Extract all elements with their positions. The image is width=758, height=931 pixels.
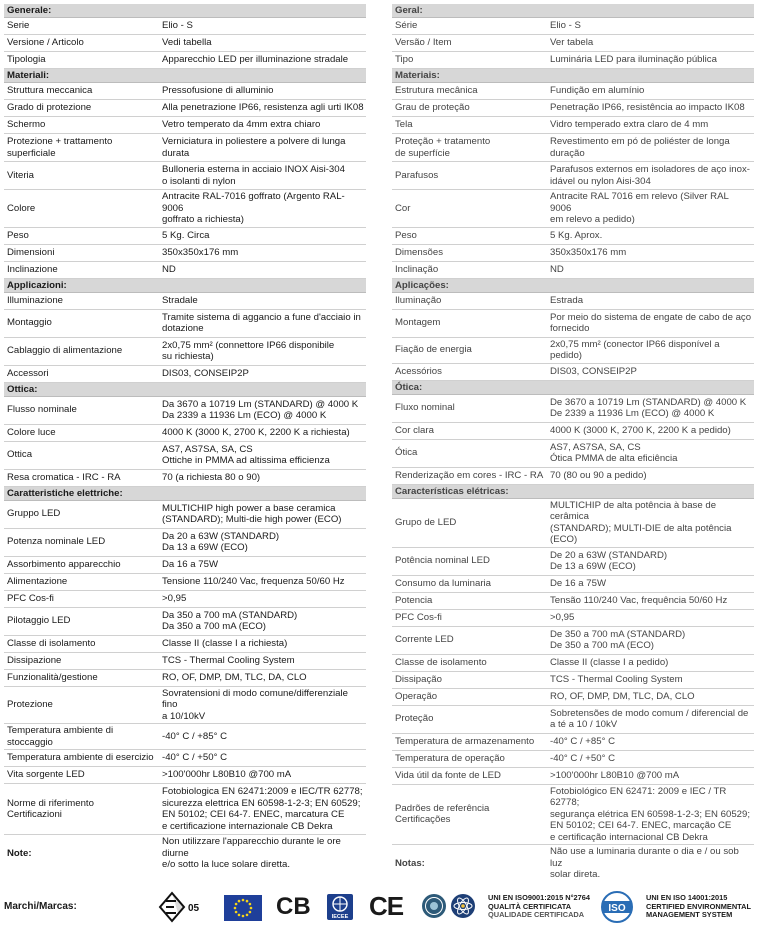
spec-value: Vidro temperado extra claro de 4 mm xyxy=(550,119,709,131)
spec-label: Funzionalità/gestione xyxy=(7,671,98,683)
spec-row xyxy=(392,734,754,751)
spec-row xyxy=(4,52,366,69)
spec-label: Fluxo nominal xyxy=(395,402,455,414)
spec-row xyxy=(4,293,366,310)
notes-value: Non utilizzare l'apparecchio durante le ore diurne e/o sotto la luce solare diretta. xyxy=(162,836,341,870)
spec-value: TCS - Thermal Cooling System xyxy=(162,654,295,666)
spec-label: Dissipazione xyxy=(7,654,62,666)
spec-label: Classe de isolamento xyxy=(395,656,487,668)
spec-label: Operação xyxy=(395,690,438,702)
ce-mark: CE xyxy=(369,891,404,921)
spec-row xyxy=(392,117,754,134)
spec-row xyxy=(4,162,366,190)
spec-label: Dissipação xyxy=(395,673,442,685)
section-header: Aplicações: xyxy=(392,279,754,293)
notes-value: Não use a luminaria durante o dia e / ou sob luz solar direta. xyxy=(550,846,739,880)
spec-label: Classe di isolamento xyxy=(7,637,96,649)
spec-value: Alla penetrazione IP66, resistenza agli urti IK08 xyxy=(162,102,364,114)
spec-value: DIS03, CONSEIP2P xyxy=(550,365,637,377)
spec-value: 70 (a richiesta 80 o 90) xyxy=(162,471,261,483)
spec-label: Vida útil da fonte de LED xyxy=(395,769,501,781)
spec-row xyxy=(4,425,366,442)
spec-row xyxy=(392,672,754,689)
spec-value: >100'000hr L80B10 @700 mA xyxy=(550,769,680,781)
spec-label: Montaggio xyxy=(7,317,52,329)
spec-label: Colore xyxy=(7,202,36,214)
iso14001-line-1: UNI EN ISO 14001:2015 xyxy=(646,893,728,902)
spec-row xyxy=(4,190,366,228)
spec-label: Colore luce xyxy=(7,426,56,438)
spec-label: Proteção xyxy=(395,713,434,725)
spec-row xyxy=(392,293,754,310)
enec-mark-icon xyxy=(158,891,208,923)
spec-value: Luminária LED para iluminação pública xyxy=(550,54,717,66)
spec-row xyxy=(4,100,366,117)
iso14001-certification xyxy=(646,894,751,920)
spec-label: Temperatura ambiente di stoccaggio xyxy=(7,725,114,748)
spec-value: 5 Kg. Circa xyxy=(162,229,210,241)
spec-table-italian xyxy=(4,4,366,872)
spec-value: Elio - S xyxy=(162,20,193,32)
spec-label: Potência nominal LED xyxy=(395,555,490,567)
section-header: Applicazioni: xyxy=(4,279,366,293)
spec-label: Inclinação xyxy=(395,263,439,275)
spec-label: Iluminação xyxy=(395,294,442,306)
section-header: Materiais: xyxy=(392,69,754,83)
spec-value: Vetro temperato da 4mm extra chiaro xyxy=(162,119,321,131)
spec-label: Protezione + trattamento superficiale xyxy=(7,136,113,159)
spec-row xyxy=(392,52,754,69)
iso14001-line-3: MANAGEMENT SYSTEM xyxy=(646,910,733,920)
spec-label: Pilotaggio LED xyxy=(7,615,71,627)
spec-row xyxy=(4,117,366,134)
spec-value: Sovratensioni di modo comune/differenziale fino a 10/10kV xyxy=(162,687,348,722)
spec-row xyxy=(4,767,366,784)
spec-value: -40° C / +85° C xyxy=(162,730,227,742)
spec-row xyxy=(392,593,754,610)
spec-value: Estrada xyxy=(550,294,584,306)
spec-row xyxy=(392,100,754,117)
spec-label: Illuminazione xyxy=(7,294,63,306)
iecee-text: IECEE xyxy=(331,914,349,920)
spec-label: Norme di riferimento Certificazioni xyxy=(7,797,94,820)
spec-row xyxy=(4,724,366,750)
spec-value: Pressofusione di alluminio xyxy=(162,85,274,97)
spec-value: AS7, AS7SA, SA, CS Ottiche in PMMA ad altissima efficienza xyxy=(162,443,330,466)
spec-label: Ottica xyxy=(7,449,33,461)
spec-value: Ver tabela xyxy=(550,37,594,49)
spec-label: Parafusos xyxy=(395,169,439,181)
spec-value: >100'000hr L80B10 @700 mA xyxy=(162,769,292,781)
spec-value: >0,95 xyxy=(550,611,575,623)
spec-value: >0,95 xyxy=(162,592,187,604)
spec-value: Classe II (classe I a pedido) xyxy=(550,656,669,668)
spec-label: Potenza nominale LED xyxy=(7,536,106,548)
spec-label: Estrutura mecânica xyxy=(395,85,478,97)
spec-value: -40° C / +85° C xyxy=(550,735,615,747)
spec-row xyxy=(4,366,366,383)
notes-row xyxy=(4,835,366,872)
cb-mark: CB xyxy=(276,893,311,920)
spec-value: 350x350x176 mm xyxy=(162,246,239,258)
spec-row xyxy=(4,35,366,52)
spec-value: 350x350x176 mm xyxy=(550,246,627,258)
spec-row xyxy=(4,134,366,162)
spec-label: Flusso nominale xyxy=(7,404,77,416)
spec-value: De 3670 a 10719 Lm (STANDARD) @ 4000 K De 2339 a 11936 Lm (ECO) @ 4000 K xyxy=(550,396,747,419)
spec-label: Montagem xyxy=(395,317,441,329)
spec-value: Tensão 110/240 Vac, frequência 50/60 Hz xyxy=(550,594,728,606)
spec-value: Da 16 a 75W xyxy=(162,558,218,570)
quality-seal-icon xyxy=(421,893,447,919)
spec-value: AS7, AS7SA, SA, CS Ótica PMMA de alta eficiência xyxy=(550,441,678,464)
spec-value: Fotobiologica EN 62471:2009 e IEC/TR 62778; sicurezza elettrica EN 60598-1-2-3; EN 60529; EN 50102; CEI 64-7. ENEC, marcatura CE e certificazione internazionale CB Dekra xyxy=(162,786,363,832)
spec-row xyxy=(392,548,754,576)
spec-row xyxy=(392,310,754,338)
spec-value: Por meio do sistema de engate de cabo de aço fornecido xyxy=(550,311,752,334)
spec-label: Viteria xyxy=(7,169,35,181)
spec-value: Fundição em alumínio xyxy=(550,85,645,97)
spec-value: Apparecchio LED per illuminazione stradale xyxy=(162,54,349,66)
iso14001-line-2: CERTIFIED ENVIRONMENTAL xyxy=(646,901,751,911)
spec-row xyxy=(392,35,754,52)
spec-value: Tensione 110/240 Vac, frequenza 50/60 Hz xyxy=(162,575,345,587)
section-header: Geral: xyxy=(392,4,754,18)
notes-row xyxy=(392,845,754,882)
spec-row xyxy=(392,627,754,655)
spec-label: Temperatura de armazenamento xyxy=(395,735,535,747)
spec-row xyxy=(4,501,366,529)
iso9001-line-2: QUALITÀ CERTIFICATA xyxy=(488,901,572,911)
section-header: Generale: xyxy=(4,4,366,18)
spec-value: Revestimento em pó de poliéster de longa duração xyxy=(550,136,730,159)
spec-row xyxy=(4,245,366,262)
spec-row xyxy=(4,310,366,338)
spec-row xyxy=(4,636,366,653)
spec-row xyxy=(392,440,754,468)
spec-row xyxy=(392,83,754,100)
spec-row xyxy=(4,687,366,725)
spec-label: Versione / Articolo xyxy=(7,37,84,49)
spec-value: 4000 K (3000 K, 2700 K, 2200 K a richiesta) xyxy=(162,426,350,438)
spec-value: RO, OF, DMP, DM, TLC, DA, CLO xyxy=(550,690,695,702)
spec-label: Dimensões xyxy=(395,246,443,258)
spec-row xyxy=(392,338,754,364)
spec-value: 5 Kg. Aprox. xyxy=(550,229,603,241)
spec-row xyxy=(392,262,754,279)
spec-label: Dimensioni xyxy=(7,246,55,258)
spec-label: Temperatura de operação xyxy=(395,752,505,764)
spec-label: Tela xyxy=(395,119,413,131)
spec-label: Acessórios xyxy=(395,365,442,377)
spec-value: TCS - Thermal Cooling System xyxy=(550,673,683,685)
spec-label: Struttura meccanica xyxy=(7,85,93,97)
spec-value: -40° C / +50° C xyxy=(162,752,227,764)
spec-row xyxy=(392,689,754,706)
spec-value: ND xyxy=(550,263,564,275)
spec-row xyxy=(4,228,366,245)
iso9001-certification xyxy=(488,894,590,920)
spec-row xyxy=(4,608,366,636)
spec-value: Fotobiológico EN 62471: 2009 e IEC / TR 62778; segurança elétrica EN 60598-1-2-3; EN 60529; EN 50102; CEI 64-7. ENEC, marcação CE e certificação internacional CB Dekra xyxy=(550,785,750,843)
spec-label: PFC Cos-fi xyxy=(395,611,442,623)
spec-value: De 16 a 75W xyxy=(550,577,606,589)
spec-label: Grupo de LED xyxy=(395,516,457,528)
spec-value: 4000 K (3000 K, 2700 K, 2200 K a pedido) xyxy=(550,424,731,436)
spec-row xyxy=(392,768,754,785)
brands-label: Marchi/Marcas: xyxy=(4,901,77,912)
spec-row xyxy=(392,134,754,162)
spec-row xyxy=(4,557,366,574)
spec-label: Grau de proteção xyxy=(395,102,470,114)
spec-row xyxy=(392,18,754,35)
spec-label: Assorbimento apparecchio xyxy=(7,558,121,570)
spec-label: Resa cromatica - IRC - RA xyxy=(7,471,121,483)
section-header: Materiali: xyxy=(4,69,366,83)
spec-row xyxy=(4,397,366,425)
spec-value: Da 20 a 63W (STANDARD) Da 13 a 69W (ECO) xyxy=(162,530,280,553)
spec-label: Vita sorgente LED xyxy=(7,769,85,781)
notes-label: Notas: xyxy=(395,857,425,869)
spec-value: Sobretensões de modo comum / diferencial de a té a 10 / 10kV xyxy=(550,707,749,730)
spec-row xyxy=(4,262,366,279)
spec-label: Cablaggio di alimentazione xyxy=(7,345,123,357)
spec-value: DIS03, CONSEIP2P xyxy=(162,367,249,379)
spec-label: Gruppo LED xyxy=(7,508,61,520)
spec-value: De 20 a 63W (STANDARD) De 13 a 69W (ECO) xyxy=(550,549,668,572)
spec-row xyxy=(4,591,366,608)
atom-seal-icon xyxy=(450,893,476,919)
brands-footer xyxy=(0,885,758,929)
spec-table-portuguese xyxy=(392,4,754,882)
spec-value: 2x0,75 mm² (conector IP66 disponível a pedido) xyxy=(550,338,720,361)
spec-label: Proteção + tratamento de superfície xyxy=(395,136,491,159)
spec-label: Consumo da luminaria xyxy=(395,577,491,589)
spec-value: De 350 a 700 mA (STANDARD) De 350 a 700 mA (ECO) xyxy=(550,628,686,651)
spec-row xyxy=(4,338,366,366)
spec-row xyxy=(392,751,754,768)
section-header: Caratteristiche elettriche: xyxy=(4,487,366,501)
spec-label: Série xyxy=(395,20,418,32)
spec-label: Inclinazione xyxy=(7,263,58,275)
spec-value: Tramite sistema di aggancio a fune d'acciaio in dotazione xyxy=(162,311,361,334)
spec-label: Cor xyxy=(395,202,411,214)
eu-flag-icon xyxy=(224,895,262,921)
spec-label: Corrente LED xyxy=(395,634,454,646)
spec-row xyxy=(392,610,754,627)
iso-text: ISO xyxy=(608,903,626,914)
spec-value: Parafusos externos em isoladores de aço inox- idável ou nylon Aisi-304 xyxy=(550,164,750,187)
spec-row xyxy=(392,785,754,846)
spec-value: Penetração IP66, resistência ao impacto IK08 xyxy=(550,102,745,114)
spec-label: Tipologia xyxy=(7,54,46,66)
notes-label: Note: xyxy=(7,847,32,859)
spec-label: Serie xyxy=(7,20,30,32)
spec-row xyxy=(392,190,754,228)
spec-row xyxy=(392,364,754,381)
spec-row xyxy=(392,706,754,734)
spec-label: Potencia xyxy=(395,594,433,606)
spec-row xyxy=(4,784,366,835)
spec-label: PFC Cos-fi xyxy=(7,592,54,604)
spec-value: MULTICHIP high power a base ceramica (STANDARD); Multi-die high power (ECO) xyxy=(162,502,342,525)
spec-row xyxy=(4,442,366,470)
spec-label: Peso xyxy=(7,229,29,241)
iso-logo-icon xyxy=(598,891,636,923)
spec-value: RO, OF, DMP, DM, TLC, DA, CLO xyxy=(162,671,307,683)
section-header: Ótica: xyxy=(392,381,754,395)
iecee-mark-icon xyxy=(327,894,353,920)
section-header: Ottica: xyxy=(4,383,366,397)
spec-row xyxy=(4,18,366,35)
spec-row xyxy=(392,162,754,190)
spec-label: Cor clara xyxy=(395,424,434,436)
spec-label: Alimentazione xyxy=(7,575,68,587)
spec-row xyxy=(392,655,754,672)
spec-row xyxy=(392,395,754,423)
spec-value: 2x0,75 mm² (connettore IP66 disponibile su richiesta) xyxy=(162,339,335,362)
spec-value: Antracite RAL-7016 goffrato (Argento RAL-9006 goffrato a richiesta) xyxy=(162,191,345,225)
spec-row xyxy=(392,499,754,548)
spec-row xyxy=(4,470,366,487)
spec-value: MULTICHIP de alta potência à base de cerâmica (STANDARD); MULTI-DIE de alta potência (ECO) xyxy=(550,499,732,545)
spec-row xyxy=(4,750,366,767)
spec-value: Da 3670 a 10719 Lm (STANDARD) @ 4000 K Da 2339 a 11936 Lm (ECO) @ 4000 K xyxy=(162,398,359,421)
spec-row xyxy=(392,423,754,440)
spec-value: Stradale xyxy=(162,294,198,306)
spec-label: Ótica xyxy=(395,447,418,459)
spec-row xyxy=(392,245,754,262)
spec-label: Peso xyxy=(395,229,417,241)
spec-value: Elio - S xyxy=(550,20,581,32)
spec-value: Verniciatura in poliestere a polvere di lunga durata xyxy=(162,136,346,159)
spec-value: Da 350 a 700 mA (STANDARD) Da 350 a 700 mA (ECO) xyxy=(162,609,298,632)
spec-value: -40° C / +50° C xyxy=(550,752,615,764)
spec-row xyxy=(392,228,754,245)
iso9001-line-1: UNI EN ISO9001:2015 N°2764 xyxy=(488,893,590,902)
spec-row xyxy=(392,468,754,485)
spec-row xyxy=(4,670,366,687)
spec-row xyxy=(4,529,366,557)
spec-value: Classe II (classe I a richiesta) xyxy=(162,637,288,649)
enec-number: 05 xyxy=(188,903,200,914)
spec-row xyxy=(392,576,754,593)
section-header: Características elétricas: xyxy=(392,485,754,499)
spec-label: Fiação de energia xyxy=(395,344,472,356)
spec-label: Tipo xyxy=(395,54,414,66)
spec-label: Renderização em cores - IRC - RA xyxy=(395,469,544,481)
spec-value: Bulloneria esterna in acciaio INOX Aisi-304 o isolanti di nylon xyxy=(162,164,345,187)
spec-value: Vedi tabella xyxy=(162,37,212,49)
spec-row xyxy=(4,83,366,100)
spec-label: Accessori xyxy=(7,367,49,379)
spec-row xyxy=(4,653,366,670)
spec-label: Padrões de referência Certificações xyxy=(395,802,490,826)
spec-value: Antracite RAL 7016 em relevo (Silver RAL 9006 em relevo a pedido) xyxy=(550,191,729,225)
spec-value: ND xyxy=(162,263,176,275)
spec-label: Temperatura ambiente di esercizio xyxy=(7,752,154,764)
iso9001-line-3: QUALIDADE CERTIFICADA xyxy=(488,910,585,920)
spec-label: Grado di protezione xyxy=(7,102,92,114)
spec-label: Protezione xyxy=(7,699,53,710)
spec-value: 70 (80 ou 90 a pedido) xyxy=(550,469,647,481)
spec-label: Versão / Item xyxy=(395,37,452,49)
spec-row xyxy=(4,574,366,591)
spec-label: Schermo xyxy=(7,119,46,131)
